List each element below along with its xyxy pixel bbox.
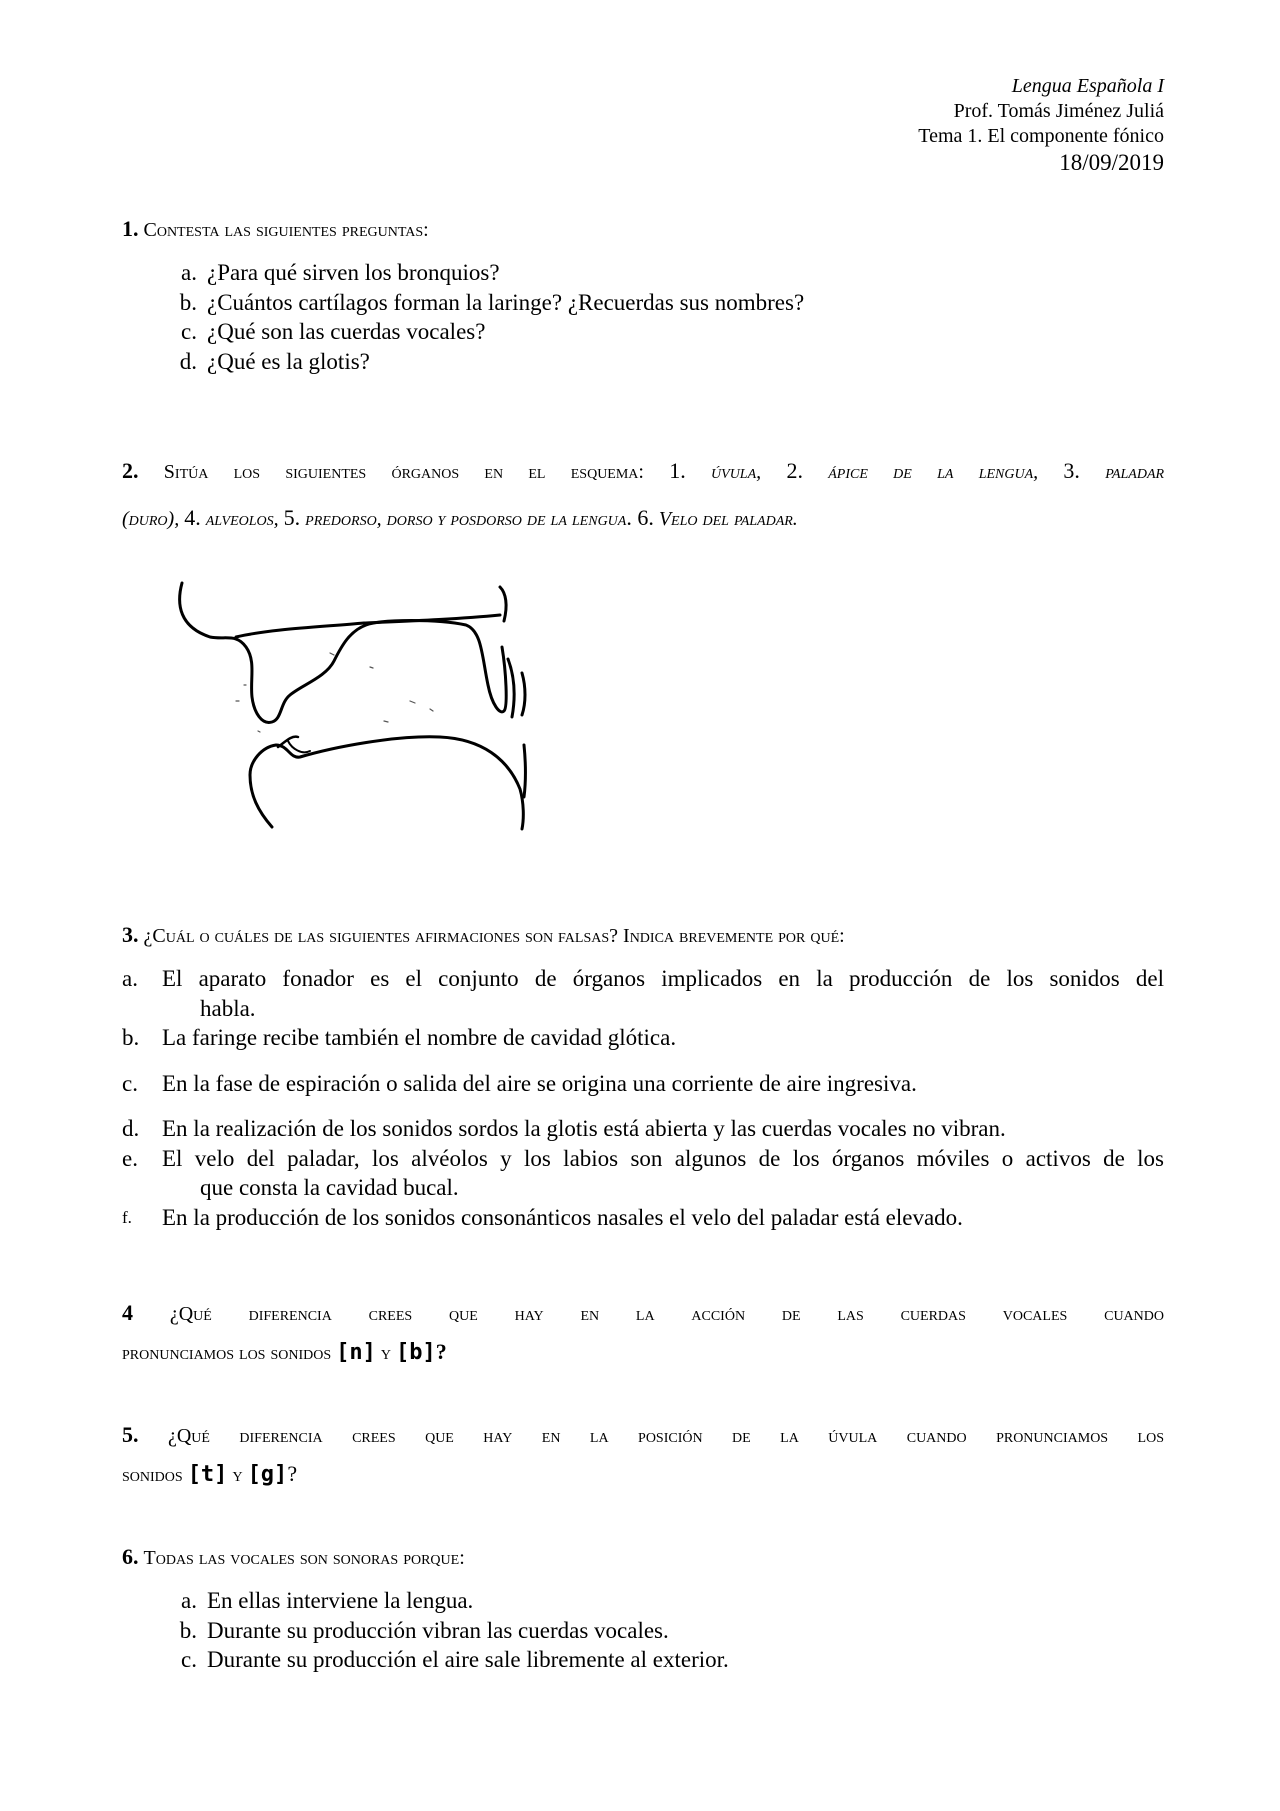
- question-1-list: [155, 258, 804, 376]
- item-label: f.: [122, 1207, 132, 1227]
- organ-number: . 6.: [626, 505, 654, 530]
- list-item: [155, 288, 804, 318]
- conjunction: y: [232, 1464, 243, 1486]
- organ-number: 2.: [786, 458, 803, 483]
- question-2-title: [122, 448, 1164, 542]
- vocal-tract-diagram: [170, 575, 600, 850]
- question-6-heading: Todas las vocales son sonoras porque:: [143, 1547, 465, 1569]
- ipa-sound: [n]: [336, 1340, 376, 1365]
- item-label: a.: [122, 966, 138, 991]
- list-item: [155, 347, 804, 377]
- document-header: [918, 74, 1164, 177]
- item-label: b.: [179, 289, 197, 315]
- pharynx-wall-outline: [522, 673, 525, 715]
- question-3-heading: ¿Cuál o cuáles de las siguientes afirmaciones son falsas? Indica brevemente por qué:: [143, 925, 845, 947]
- tongue-tip-curl: [288, 741, 310, 752]
- item-text: En la realización de los sonidos sordos la glotis está abierta y las cuerdas vocales no vibran.: [162, 1116, 1006, 1141]
- question-4-line-1: [122, 1294, 1164, 1333]
- item-label: d.: [179, 348, 197, 374]
- ipa-sound: [t]: [187, 1462, 228, 1487]
- question-6-number: 6.: [122, 1544, 139, 1569]
- question-4-heading-cont: pronunciamos los sonidos: [122, 1342, 332, 1364]
- item-label: e.: [122, 1145, 138, 1171]
- question-4-line-2: [122, 1333, 1164, 1372]
- velum-outline: [508, 659, 514, 717]
- organ-label: paladar: [1105, 461, 1165, 483]
- item-label: b.: [122, 1025, 140, 1050]
- upper-lip-outline: [180, 583, 507, 722]
- pharynx-wall-lower: [524, 745, 526, 797]
- organ-number: 5.: [283, 505, 301, 530]
- item-text: ¿Para qué sirven los bronquios?: [207, 260, 500, 285]
- question-2-line-1: [122, 448, 1164, 495]
- list-item: [155, 258, 804, 288]
- item-text: El velo del paladar, los alvéolos y los labios son algunos de los órganos móviles o activos de los: [162, 1145, 1164, 1171]
- item-text-continuation: habla.: [200, 995, 256, 1021]
- question-3-title: [122, 922, 1164, 948]
- question-mark: ?: [287, 1461, 298, 1486]
- topic-title: Tema 1. El componente fónico: [918, 125, 1164, 147]
- question-1-heading: Contesta las siguientes preguntas:: [143, 219, 429, 241]
- item-label: a.: [181, 260, 197, 285]
- question-5-heading-cont: sonidos: [122, 1464, 183, 1486]
- item-label: b.: [179, 1617, 197, 1643]
- organ-label: alveolos,: [205, 508, 279, 530]
- question-3-list: [122, 964, 1164, 1232]
- organ-label: predorso, dorso y posdorso de la lengua: [305, 508, 627, 530]
- item-text: ¿Cuántos cartílagos forman la laringe? ¿Recuerdas sus nombres?: [207, 289, 805, 315]
- document-date: 18/09/2019: [1059, 150, 1164, 175]
- question-1-title: [122, 216, 1164, 242]
- question-5-heading: ¿Qué diferencia crees que hay en la posición de la úvula cuando pronunciamos los: [167, 1425, 1164, 1447]
- list-item: [155, 1616, 729, 1646]
- course-name: Lengua Española I: [1011, 75, 1164, 97]
- list-item: [122, 1144, 1164, 1174]
- question-4-title: [122, 1294, 1164, 1372]
- item-text-continuation: que consta la cavidad bucal.: [200, 1175, 459, 1200]
- item-label: c.: [122, 1070, 138, 1096]
- question-6-title: [122, 1544, 1164, 1570]
- question-1-number: 1.: [122, 216, 139, 241]
- question-4-heading: ¿Qué diferencia crees que hay en la acción de las cuerdas vocales cuando: [169, 1303, 1165, 1325]
- item-text: Durante su producción vibran las cuerdas vocales.: [207, 1617, 669, 1643]
- item-text: La faringe recibe también el nombre de cavidad glótica.: [162, 1025, 677, 1050]
- item-text: ¿Qué son las cuerdas vocales?: [207, 319, 486, 344]
- organ-label: (duro),: [122, 508, 180, 530]
- organ-label: úvula,: [711, 461, 762, 483]
- organ-number: 1.: [669, 458, 686, 483]
- organ-number: 4.: [184, 505, 201, 530]
- organ-number: 3.: [1063, 458, 1080, 483]
- list-item: [155, 1645, 729, 1675]
- question-mark: ?: [435, 1339, 447, 1364]
- item-text: Durante su producción el aire sale libremente al exterior.: [207, 1647, 729, 1672]
- question-5-title: [122, 1416, 1164, 1494]
- ipa-sound: [b]: [396, 1340, 436, 1365]
- hard-palate-outline: [236, 615, 500, 637]
- diagram-speckles: [236, 653, 433, 732]
- organ-label: ápice de la lengua,: [828, 461, 1039, 483]
- question-5-line-1: [122, 1416, 1164, 1455]
- list-item: [122, 1203, 1164, 1233]
- question-3-number: 3.: [122, 922, 139, 947]
- item-text: En la fase de espiración o salida del aire se origina una corriente de aire ingresiva.: [162, 1070, 917, 1096]
- list-item: [122, 1114, 1164, 1144]
- list-item: [122, 964, 1164, 994]
- item-text: ¿Qué es la glotis?: [207, 348, 370, 374]
- item-text: En la producción de los sonidos consonánticos nasales el velo del paladar está elevado.: [162, 1204, 963, 1230]
- item-label: a.: [181, 1588, 197, 1613]
- organ-label: Velo del paladar.: [658, 508, 798, 530]
- professor-name: Prof. Tomás Jiménez Juliá: [953, 100, 1164, 122]
- item-label: d.: [122, 1116, 140, 1141]
- item-text: En ellas interviene la lengua.: [207, 1588, 474, 1613]
- item-label: c.: [181, 1647, 197, 1672]
- question-4-number: 4: [122, 1300, 133, 1325]
- question-6-list: [155, 1586, 729, 1675]
- ipa-sound: [g]: [247, 1462, 288, 1487]
- list-item: [155, 317, 804, 347]
- tongue-outline: [250, 737, 523, 829]
- question-2-number: 2.: [122, 458, 139, 483]
- list-item: [155, 1586, 729, 1616]
- question-5-number: 5.: [122, 1422, 139, 1447]
- question-2-heading: Sitúa los siguientes órganos en el esquema:: [163, 461, 644, 483]
- list-item: [122, 1069, 1164, 1099]
- question-5-line-2: [122, 1455, 1164, 1494]
- question-2-line-2: [122, 495, 1164, 542]
- item-text: El aparato fonador es el conjunto de órganos implicados en la producción de los sonidos del: [162, 966, 1164, 991]
- conjunction: y: [380, 1342, 392, 1364]
- item-label: c.: [181, 319, 197, 344]
- list-item: [122, 1023, 1164, 1053]
